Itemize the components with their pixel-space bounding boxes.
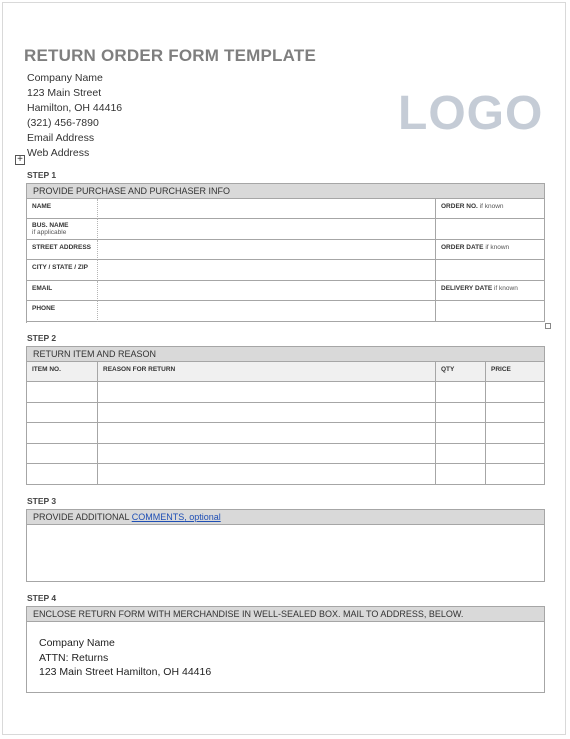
col-price (486, 362, 545, 382)
table-row-1-price[interactable] (486, 382, 545, 403)
order-no-label: ORDER NO. (441, 203, 478, 210)
purchaser-info-table (26, 199, 545, 323)
step4-section-bar: ENCLOSE RETURN FORM WITH MERCHANDISE IN WELL-SEALED BOX. MAIL TO ADDRESS, BELOW. (26, 606, 545, 622)
table-row-5-qty[interactable] (436, 464, 486, 485)
step4-label: STEP 4 (27, 593, 57, 603)
company-info (27, 71, 122, 161)
col-reason-label: REASON FOR RETURN (103, 366, 176, 373)
table-row-1-qty[interactable] (436, 382, 486, 403)
name-label: NAME (32, 203, 52, 210)
table-row-1-item[interactable] (27, 382, 98, 403)
comments-link-text: COMMENTS (131, 512, 185, 522)
table-row-2-qty[interactable] (436, 403, 486, 423)
delivery-date-sub: if known (493, 285, 518, 292)
col-price-label: PRICE (491, 366, 511, 373)
bus-name-label: BUS. NAME (32, 222, 69, 229)
col-reason (98, 362, 436, 382)
table-row-3-reason[interactable] (98, 423, 436, 444)
col-item-no-label: ITEM NO. (32, 366, 61, 373)
step1-section-bar: PROVIDE PURCHASE AND PURCHASER INFO (26, 183, 545, 199)
table-row-3-item[interactable] (27, 423, 98, 444)
bus-name-sub: if applicable (32, 229, 67, 236)
mail-company-name: Company Name (39, 637, 115, 649)
street-field[interactable] (98, 240, 436, 260)
bus-name-label-cell (27, 219, 98, 240)
table-resize-handle[interactable] (545, 323, 551, 329)
comments-optional: , optional (184, 512, 221, 522)
table-row-2-item[interactable] (27, 403, 98, 423)
col-qty (436, 362, 486, 382)
table-row-4-reason[interactable] (98, 444, 436, 464)
order-no-label-cell (436, 199, 545, 219)
delivery-date-field[interactable] (436, 301, 545, 322)
company-email: Email Address (27, 132, 95, 144)
company-city: Hamilton, OH 44416 (27, 102, 123, 114)
table-row-5-price[interactable] (486, 464, 545, 485)
company-web: Web Address (27, 147, 90, 159)
company-phone: (321) 456-7890 (27, 117, 99, 129)
step3-bar-prefix: PROVIDE ADDITIONAL (33, 512, 132, 522)
company-street: 123 Main Street (27, 87, 102, 99)
street-label-cell (27, 240, 98, 260)
return-items-table (26, 362, 545, 485)
step1-label: STEP 1 (27, 170, 57, 180)
street-label: STREET ADDRESS (32, 244, 91, 251)
mail-to-address (39, 636, 211, 680)
phone-field[interactable] (98, 301, 436, 322)
table-row-5-reason[interactable] (98, 464, 436, 485)
comments-field[interactable] (26, 525, 545, 582)
table-row-5-item[interactable] (27, 464, 98, 485)
order-no-field[interactable] (436, 219, 545, 240)
table-row-3-qty[interactable] (436, 423, 486, 444)
email-label-cell (27, 281, 98, 301)
order-date-field[interactable] (436, 260, 545, 281)
order-date-label-cell (436, 240, 545, 260)
city-label-cell (27, 260, 98, 281)
email-field[interactable] (98, 281, 436, 301)
order-no-sub: if known (479, 203, 504, 210)
table-row-4-price[interactable] (486, 444, 545, 464)
mail-street-city: 123 Main Street Hamilton, OH 44416 (39, 666, 212, 678)
city-field[interactable] (98, 260, 436, 281)
step3-section-bar (26, 509, 545, 525)
table-row-4-item[interactable] (27, 444, 98, 464)
delivery-date-label-cell (436, 281, 545, 301)
col-qty-label: QTY (441, 366, 455, 373)
page-title: RETURN ORDER FORM TEMPLATE (24, 46, 316, 65)
table-move-handle-icon[interactable]: + (15, 155, 25, 165)
mail-attn: ATTN: Returns (39, 651, 109, 664)
phone-label: PHONE (32, 305, 56, 312)
table-row-3-price[interactable] (486, 423, 545, 444)
order-date-sub: if known (485, 244, 510, 251)
phone-label-cell (27, 301, 98, 322)
name-label-cell (27, 199, 98, 219)
step3-label: STEP 3 (27, 496, 57, 506)
company-name: Company Name (27, 72, 103, 84)
table-row-1-reason[interactable] (98, 382, 436, 403)
step2-label: STEP 2 (27, 333, 57, 343)
table-row-4-qty[interactable] (436, 444, 486, 464)
city-label: CITY / STATE / ZIP (32, 264, 88, 271)
bus-name-field[interactable] (98, 219, 436, 240)
comments-link[interactable] (132, 512, 221, 522)
name-field[interactable] (98, 199, 436, 219)
table-row-2-price[interactable] (486, 403, 545, 423)
email-label: EMAIL (32, 285, 53, 292)
table-row-2-reason[interactable] (98, 403, 436, 423)
delivery-date-label: DELIVERY DATE (441, 285, 493, 292)
step2-section-bar: RETURN ITEM AND REASON (26, 346, 545, 362)
logo-placeholder: LOGO (398, 87, 544, 140)
col-item-no (27, 362, 98, 382)
order-date-label: ORDER DATE (441, 244, 484, 251)
